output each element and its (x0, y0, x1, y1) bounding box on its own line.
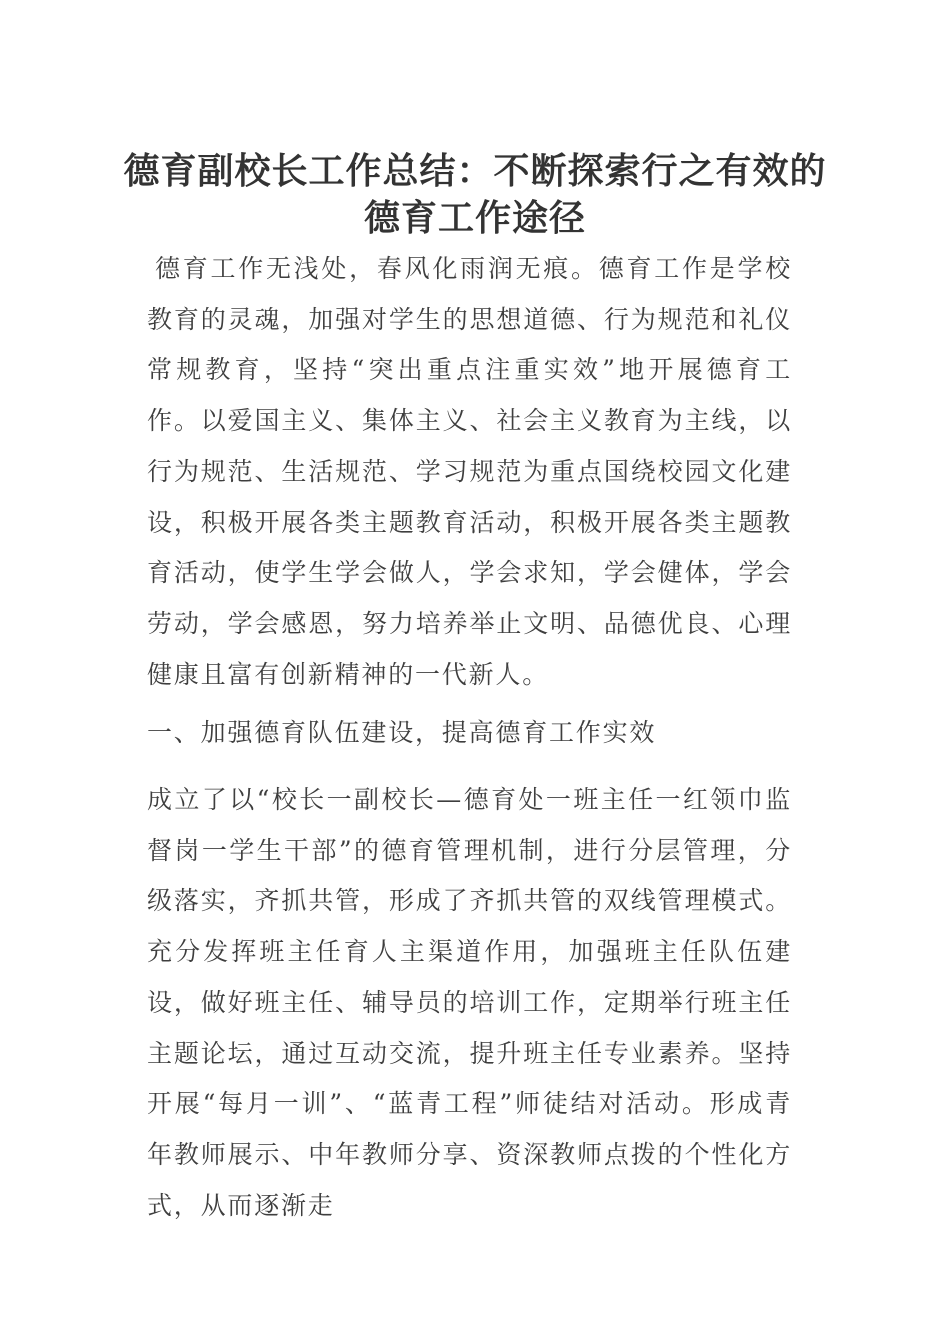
section-heading: 一、加强德育队伍建设，提高德育工作实效 (147, 718, 657, 747)
intro-paragraph: 德育工作无浅处，春风化雨润无痕。德育工作是学校教育的灵魂，加强对学生的思想道德、行为规范和礼仪常规教育，坚持“突出重点注重实效”地开展德育工作。以爱国主义、集体主义、社会主义教育为主线，以行为规范、生活规范、学习规范为重点国绕校园文化建设，积极开展各类主题教育活动，积极开展各类主题教育活动，使学生学会做人，学会求知，学会健体，学会劳动，学会感恩，努力培养举止文明、品德优良、心理健康且富有创新精神的一代新人。 (147, 254, 792, 689)
document-title: 德育副校长工作总结：不断探索行之有效的德育工作途径 (123, 150, 827, 240)
section-paragraph: 成立了以“校长一副校长—德育处一班主任一红领巾监督岗一学生干部”的德育管理机制，进行分层管理，分级落实，齐抓共管，形成了齐抓共管的双线管理模式。充分发挥班主任育人主渠道作用，加强班主任队伍建设，做好班主任、辅导员的培训工作，定期举行班主任主题论坛，通过互动交流，提升班主任专业素养。坚持开展“每月一训”、“蓝青工程”师徒结对活动。形成青年教师展示、中年教师分享、资深教师点拨的个性化方式，从而逐渐走 (147, 785, 792, 1220)
